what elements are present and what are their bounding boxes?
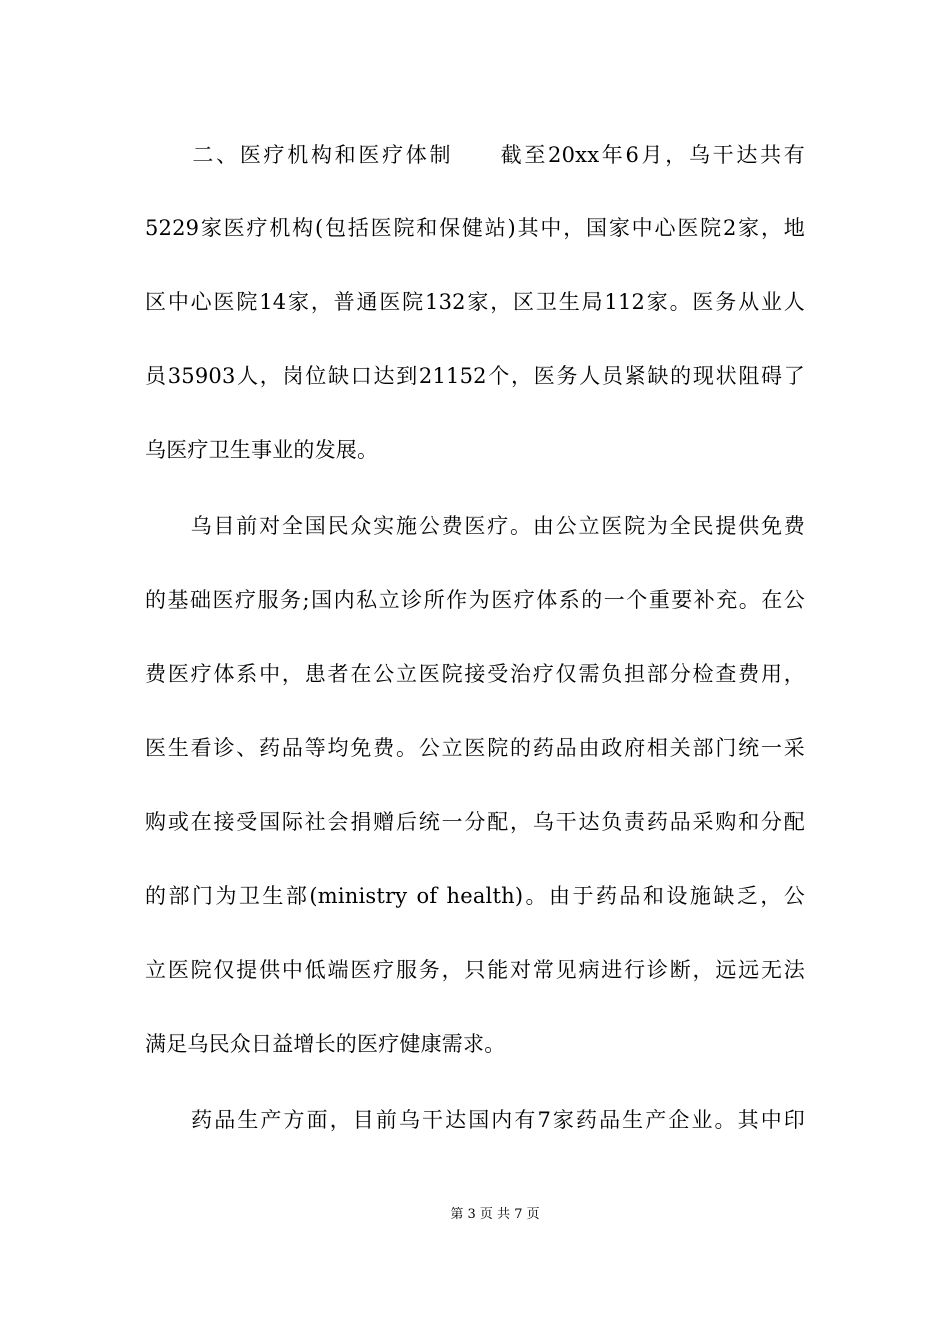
paragraph-3-line-1: 药品生产方面，目前乌干达国内有7家药品生产企业。其中印 <box>145 1108 805 1132</box>
paragraph-2-line-5: 购或在接受国际社会捐赠后统一分配，乌干达负责药品采购和分配 <box>145 810 805 834</box>
paragraph-1-line-5: 乌医疗卫生事业的发展。 <box>145 438 379 462</box>
paragraph-1-line-4: 员35903人，岗位缺口达到21152个，医务人员紧缺的现状阻碍了 <box>145 364 805 388</box>
paragraph-2-line-1: 乌目前对全国民众实施公费医疗。由公立医院为全民提供免费 <box>145 514 805 538</box>
paragraph-2-line-8: 满足乌民众日益增长的医疗健康需求。 <box>145 1032 506 1056</box>
paragraph-2-line-3: 费医疗体系中，患者在公立医院接受治疗仅需负担部分检查费用， <box>145 662 805 686</box>
page-footer: 第 3 页 共 7 页 <box>450 1207 540 1222</box>
paragraph-1-line-3: 区中心医院14家，普通医院132家，区卫生局112家。医务从业人 <box>145 290 805 314</box>
paragraph-2-line-4: 医生看诊、药品等均免费。公立医院的药品由政府相关部门统一采 <box>145 736 805 760</box>
paragraph-2-line-2: 的基础医疗服务;国内私立诊所作为医疗体系的一个重要补充。在公 <box>145 588 805 612</box>
paragraph-2-line-6: 的部门为卫生部(ministry of health)。由于药品和设施缺乏，公 <box>145 884 805 908</box>
paragraph-1-line-2: 5229家医疗机构(包括医院和保健站)其中，国家中心医院2家，地 <box>145 216 805 240</box>
paragraph-2-line-7: 立医院仅提供中低端医疗服务，只能对常见病进行诊断，远远无法 <box>145 958 805 982</box>
paragraph-1-line-1: 二、医疗机构和医疗体制 截至20xx年6月，乌干达共有 <box>145 143 805 167</box>
